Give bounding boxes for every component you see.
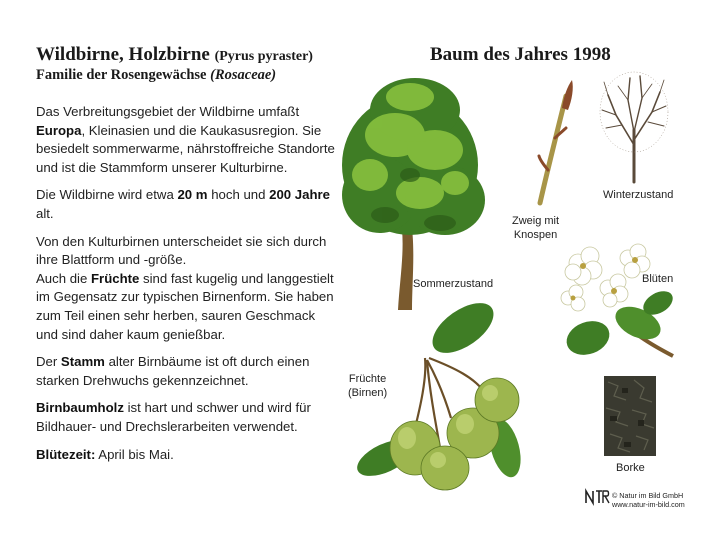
- label-bark: Borke: [616, 462, 645, 474]
- description-text: [36, 103, 336, 473]
- blossoms-illustration: [548, 238, 688, 363]
- title-common-name: Wildbirne, Holzbirne: [36, 44, 210, 65]
- paragraph-bloom-time: Blütezeit: April bis Mai.: [36, 446, 174, 462]
- page-title: [36, 44, 313, 66]
- paragraph-distribution: Das Verbreitungsgebiet der Wildbirne umfaßt Europa, Kleinasien und die Kaukasusregion. Sie besiedelt sommerwarme, nährstoffreiche Standorte und ist die Stammform unserer Kulturbirne.: [36, 104, 335, 175]
- family-latin: (Rosaceae): [210, 67, 277, 83]
- title-latin-name: (Pyrus pyraster): [214, 49, 313, 64]
- copyright-credit: © Natur im Bild GmbH www.natur-im-bild.com: [612, 491, 685, 509]
- label-fruits: Früchte (Birnen): [348, 373, 388, 399]
- publisher-url: www.natur-im-bild.com: [612, 500, 685, 509]
- tree-of-the-year-heading: Baum des Jahres 1998: [430, 44, 611, 65]
- family-line: [36, 67, 276, 84]
- twig-illustration: [530, 78, 580, 208]
- label-winter: Winterzustand: [603, 189, 674, 201]
- paragraph-wood: Birnbaumholz ist hart und schwer und wird für Bildhauer- und Drechslerarbeiten verwendet.: [36, 400, 311, 434]
- publisher-logo-icon: [584, 488, 610, 506]
- bark-illustration: [604, 376, 656, 456]
- paragraph-fruits: Von den Kulturbirnen unterscheidet sie sich durch ihre Blattform und -größe. Auch die Früchte sind fast kugelig und langgestielt im Gegensatz zur typischen Birnenform. Sie haben zum Teil einen sehr herben, sauren Geschmack und sind daher kaum genießbar.: [36, 233, 334, 342]
- label-blossoms: Blüten: [642, 273, 674, 285]
- family-name: Familie der Rosengewächse: [36, 67, 207, 83]
- label-twig: Zweig mit Knospen: [512, 215, 560, 241]
- paragraph-trunk: Der Stamm alter Birnbäume ist oft durch einen starken Drehwuchs gekennzeichnet.: [36, 354, 310, 388]
- label-summer: Sommerzustand: [413, 278, 494, 290]
- paragraph-size: Die Wildbirne wird etwa 20 m hoch und 200 Jahre alt.: [36, 187, 330, 221]
- winter-tree-illustration: [598, 70, 670, 185]
